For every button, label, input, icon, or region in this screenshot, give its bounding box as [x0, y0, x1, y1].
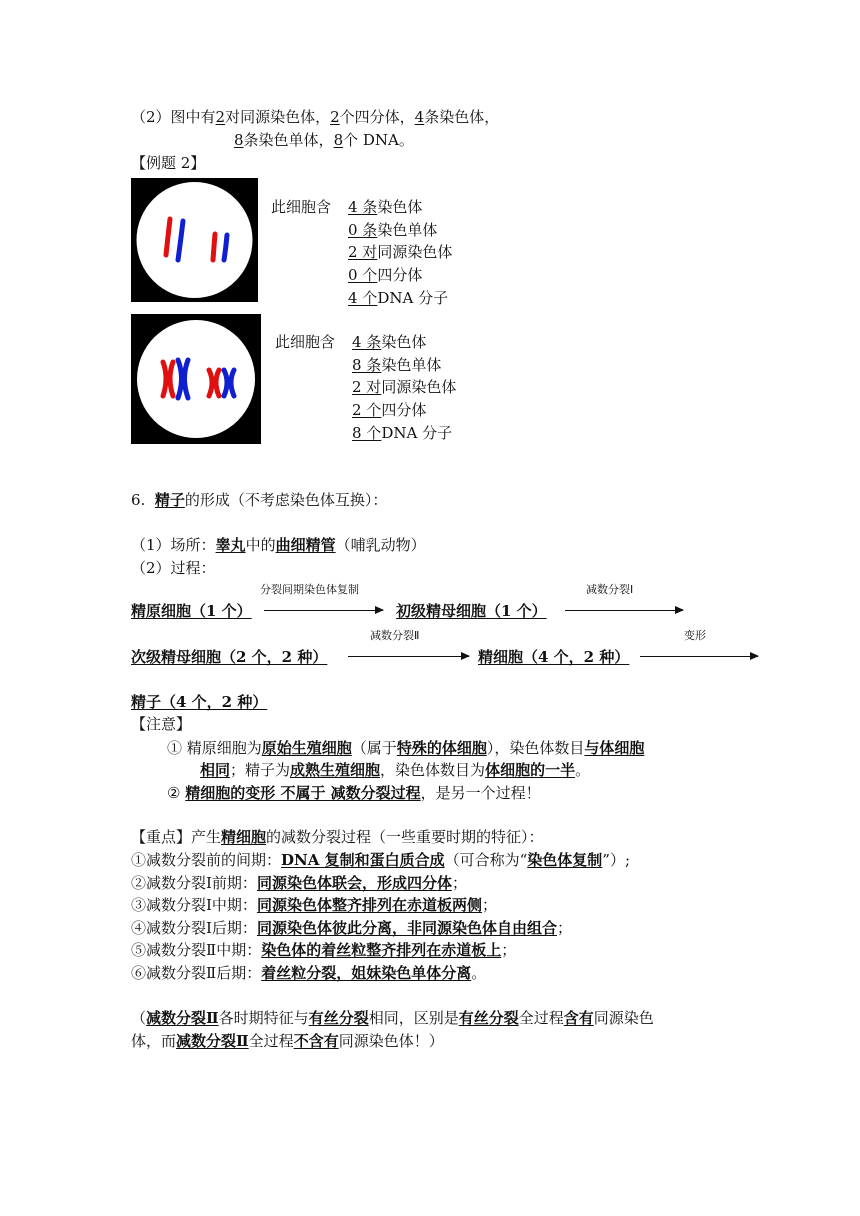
- q2-line1: [131, 107, 499, 127]
- text: ；: [451, 874, 467, 892]
- key-item: [131, 940, 516, 960]
- text: DNA 分子: [381, 424, 453, 442]
- node-secondary-spermatocyte: 次级精母细胞（2 个，2 种）: [131, 648, 328, 666]
- text: （属于: [351, 739, 397, 757]
- answer: 2: [330, 108, 340, 126]
- text: 条染色体，: [424, 108, 500, 126]
- text: 染色体: [377, 198, 423, 216]
- arrow-label-1: 分裂间期染色体复制: [260, 583, 359, 596]
- text: 染色单体: [377, 221, 438, 239]
- node-spermatid: 精细胞（4 个，2 种）: [478, 648, 630, 666]
- arrow-3: [348, 656, 469, 657]
- cell-b-label: 此细胞含: [275, 333, 336, 351]
- cell-diagram-b: [131, 314, 261, 444]
- keyword: 成熟生殖细胞: [290, 761, 381, 779]
- text: 同源染色: [593, 1009, 654, 1027]
- answer: 2 对: [348, 243, 378, 261]
- text: 同源染色体: [381, 378, 457, 396]
- cell-figure-a: [131, 178, 258, 302]
- text: 同源染色体: [377, 243, 453, 261]
- text: 全过程: [518, 1009, 564, 1027]
- keyword: 原始生殖细胞: [261, 739, 352, 757]
- text: 染色体: [381, 333, 427, 351]
- text: 四分体: [377, 266, 423, 284]
- answer: 4: [414, 108, 425, 126]
- text: ②: [167, 784, 186, 802]
- arrow-2: [565, 610, 683, 611]
- text: 个 DNA。: [343, 131, 414, 149]
- text: 。: [471, 964, 487, 982]
- text: DNA 分子: [377, 289, 449, 307]
- note-heading: 【注意】: [131, 715, 192, 733]
- number: 6.: [131, 491, 146, 509]
- keyword: 同源染色体彼此分离，非同源染色体自由组合: [256, 919, 557, 937]
- text: ④减数分裂Ⅰ后期：: [131, 919, 257, 937]
- answer: 0 条: [348, 221, 378, 239]
- keyword: 有丝分裂: [308, 1009, 369, 1027]
- text: （哺乳动物）: [335, 536, 426, 554]
- keyword: 与体细胞: [584, 739, 645, 757]
- keyword: 特殊的体细胞: [396, 739, 487, 757]
- summary-line-1: [131, 1008, 654, 1028]
- text: （2）图中有: [131, 108, 216, 126]
- q2-line2: [234, 130, 414, 150]
- cell-a-label: 此细胞含: [271, 198, 332, 216]
- node-primary-spermatocyte: 初级精母细胞（1 个）: [396, 602, 547, 620]
- keyword: 染色体的着丝粒整齐排列在赤道板上: [261, 941, 502, 959]
- keyword: 不含有: [293, 1032, 339, 1050]
- arrow-label-3: 减数分裂Ⅱ: [370, 629, 420, 642]
- cell-b-row: [352, 377, 456, 397]
- text: ”）;: [602, 851, 631, 869]
- answer: 2 个: [352, 401, 382, 419]
- keyword: 含有: [563, 1009, 594, 1027]
- process-label: （2）过程：: [131, 559, 216, 577]
- keyword: 精细胞: [221, 828, 267, 846]
- text: ；: [481, 896, 497, 914]
- key-item: [131, 963, 486, 983]
- text: ① 精原细胞为: [167, 739, 262, 757]
- answer: 2: [215, 108, 226, 126]
- text: 的形成（不考虑染色体互换）：: [184, 491, 388, 509]
- text: 个四分体，: [339, 108, 415, 126]
- keyword: 体细胞的一半: [485, 761, 576, 779]
- cell-b-row: [352, 355, 441, 375]
- node-spermatogonium: 精原细胞（1 个）: [131, 602, 252, 620]
- answer: 8 条: [352, 356, 382, 374]
- keyword: 曲细精管: [275, 536, 336, 554]
- example2-heading: 【例题 2】: [131, 154, 206, 172]
- text: ⑥减数分裂Ⅱ后期：: [131, 964, 262, 982]
- key-item: [131, 895, 497, 915]
- text: （1）场所：: [131, 536, 216, 554]
- text: ；精子为: [230, 761, 291, 779]
- text: 同源染色体！）: [338, 1032, 444, 1050]
- text: ，染色体数目为: [380, 761, 486, 779]
- text: 条染色单体，: [243, 131, 334, 149]
- text: 全过程: [248, 1032, 294, 1050]
- answer: 4 条: [352, 333, 382, 351]
- text: ③减数分裂Ⅰ中期：: [131, 896, 257, 914]
- text: 染色单体: [381, 356, 442, 374]
- answer: 8: [234, 131, 244, 149]
- text: ；: [556, 919, 572, 937]
- cell-figure-b: [131, 314, 261, 444]
- cell-a-row: [348, 220, 437, 240]
- text: 。: [575, 761, 591, 779]
- key-item: [131, 918, 572, 938]
- keyword: 同源染色体整齐排列在赤道板两侧: [256, 896, 482, 914]
- text: 相同，区别是: [368, 1009, 459, 1027]
- keyword: 精子: [154, 491, 185, 509]
- arrow-4: [640, 656, 758, 657]
- cell-a-row: [348, 242, 452, 262]
- text: ②减数分裂Ⅰ前期：: [131, 874, 257, 892]
- text: ，是另一个过程！: [420, 784, 541, 802]
- text: （可合称为“: [444, 851, 528, 869]
- node-sperm: 精子（4 个，2 种）: [131, 693, 268, 711]
- cell-a-row: [348, 265, 422, 285]
- section-6-title: [131, 490, 387, 510]
- cell-a-row: [348, 288, 448, 308]
- summary-line-2: [131, 1031, 444, 1051]
- text: 四分体: [381, 401, 427, 419]
- text: ①减数分裂前的间期：: [131, 851, 282, 869]
- note-item-2: [167, 783, 541, 803]
- text: ⑤减数分裂Ⅱ中期：: [131, 941, 262, 959]
- text: 体，而: [131, 1032, 177, 1050]
- keyword: 有丝分裂: [458, 1009, 519, 1027]
- text: ），染色体数目: [486, 739, 585, 757]
- text: 【重点】产生: [131, 828, 222, 846]
- cell-diagram-a: [131, 178, 258, 302]
- text: 各时期特征与: [218, 1009, 309, 1027]
- arrow-1: [264, 610, 383, 611]
- answer: 8 个: [352, 424, 382, 442]
- keyword: 染色体复制: [527, 851, 603, 869]
- key-heading: [131, 827, 544, 847]
- text: 对同源染色体，: [225, 108, 331, 126]
- text: （: [131, 1009, 147, 1027]
- answer: 8: [333, 131, 344, 149]
- keyword: 精细胞的变形 不属于 减数分裂过程: [185, 784, 421, 802]
- note-item-1: [167, 738, 644, 758]
- keyword: DNA 复制和蛋白质合成: [281, 851, 445, 869]
- cell-a-row: [348, 197, 422, 217]
- cell-b-row: [352, 400, 426, 420]
- answer: 4 个: [348, 289, 378, 307]
- text: 的减数分裂过程（一些重要时期的特征）：: [266, 828, 544, 846]
- keyword: 减数分裂Ⅱ: [176, 1032, 249, 1050]
- key-item: [131, 850, 630, 870]
- cell-b-row: [352, 423, 452, 443]
- note-item-1-cont: [200, 760, 590, 780]
- text: 中的: [245, 536, 276, 554]
- keyword: 着丝粒分裂，姐妹染色单体分离: [261, 964, 472, 982]
- answer: 0 个: [348, 266, 378, 284]
- keyword: 同源染色体联会，形成四分体: [256, 874, 452, 892]
- keyword: 睾丸: [215, 536, 246, 554]
- answer: 4 条: [348, 198, 378, 216]
- keyword: 减数分裂Ⅱ: [146, 1009, 219, 1027]
- text: ；: [501, 941, 517, 959]
- cell-b-row: [352, 332, 426, 352]
- arrow-label-4: 变形: [684, 629, 706, 642]
- key-item: [131, 873, 467, 893]
- place-line: [131, 535, 426, 555]
- arrow-label-2: 减数分裂Ⅰ: [586, 583, 634, 596]
- keyword: 相同: [200, 761, 231, 779]
- answer: 2 对: [352, 378, 382, 396]
